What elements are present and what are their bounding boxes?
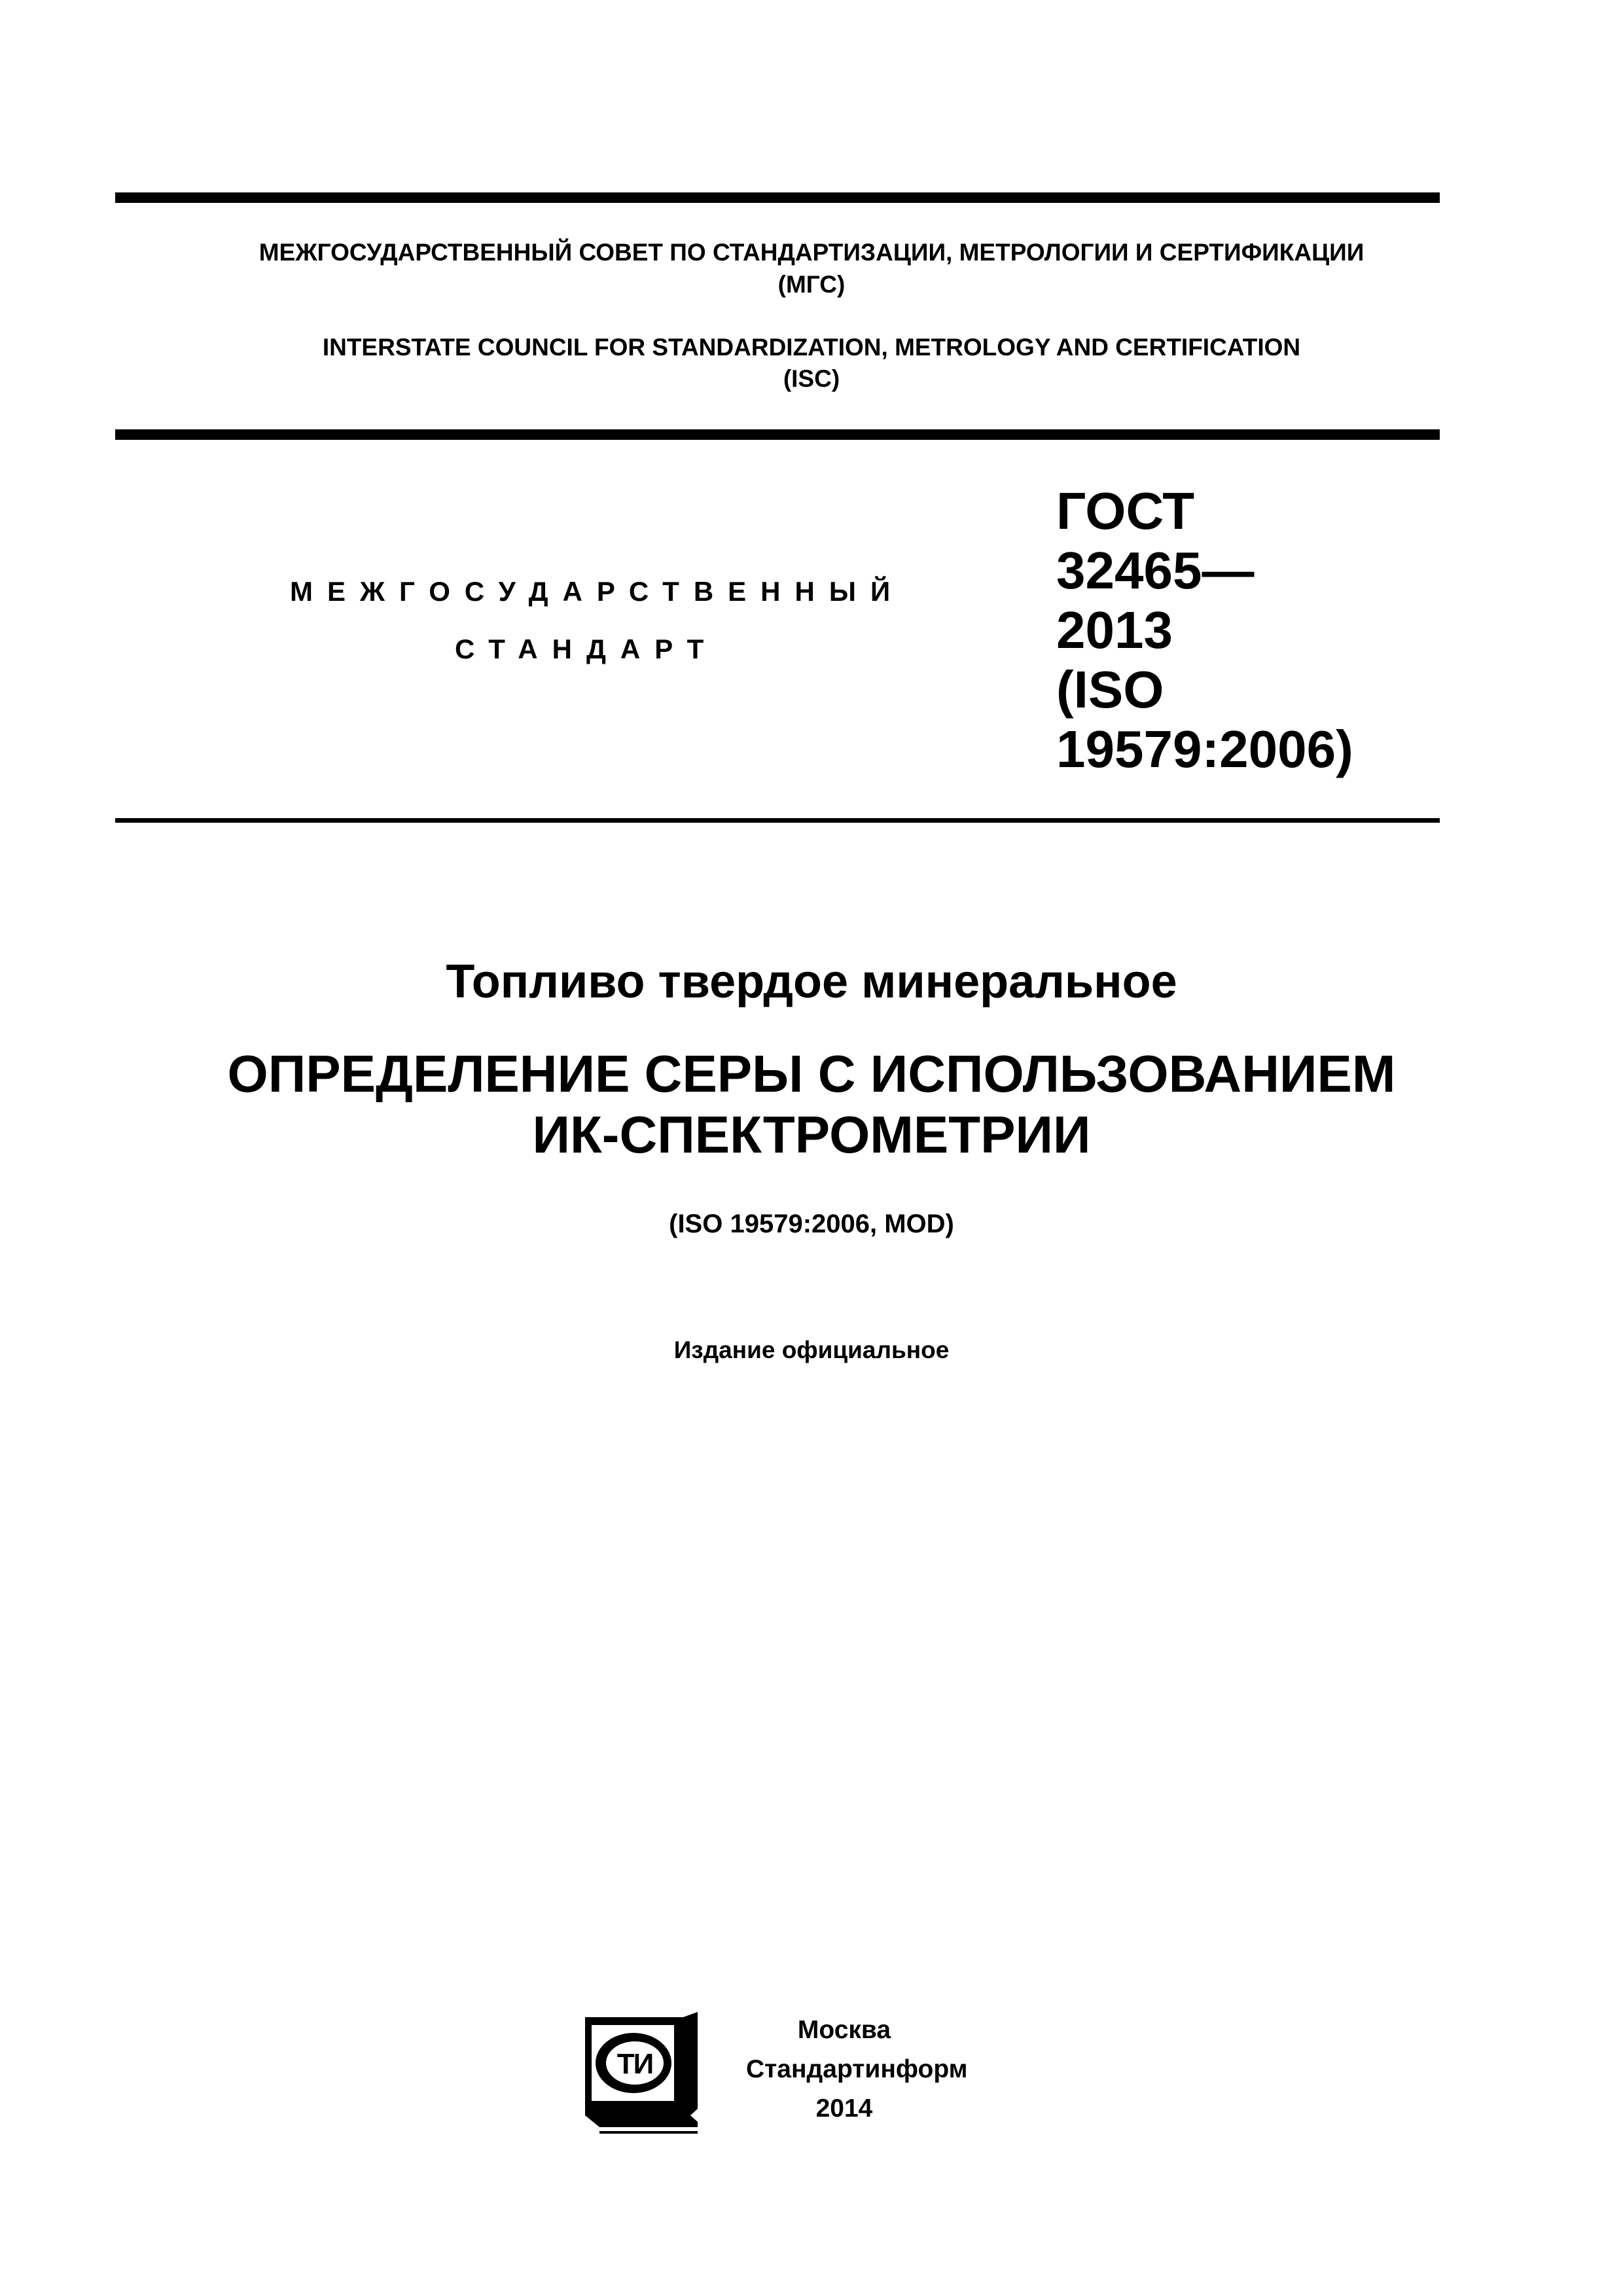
document-subtitle: Топливо твердое минеральное xyxy=(446,956,1177,1008)
document-title-line2: ИК-СПЕКТРОМЕТРИИ xyxy=(532,1105,1091,1164)
designation-line4: (ISO xyxy=(1056,660,1164,719)
designation-bottom-rule xyxy=(115,818,1440,823)
designation-line3: 2013 xyxy=(1056,601,1173,659)
standard-type-line2: СТАНДАРТ xyxy=(455,634,719,664)
standartinform-logo-icon xyxy=(582,2012,700,2136)
council-abbr-en: (ISC) xyxy=(783,365,840,392)
top-rule xyxy=(115,192,1440,203)
standard-type-line1: МЕЖГОСУДАРСТВЕННЫЙ xyxy=(290,576,905,607)
council-name-ru: МЕЖГОСУДАРСТВЕННЫЙ СОВЕТ ПО СТАНДАРТИЗАЦИИ, МЕТРОЛОГИИ И СЕРТИФИКАЦИИ xyxy=(259,239,1364,266)
publisher-name: Стандартинформ xyxy=(746,2055,968,2083)
publisher-city: Москва xyxy=(797,2016,891,2044)
designation-line5: 19579:2006) xyxy=(1056,720,1353,778)
publisher-block xyxy=(746,2011,968,2128)
document-title-line1: ОПРЕДЕЛЕНИЕ СЕРЫ С ИСПОЛЬЗОВАНИЕМ xyxy=(227,1045,1396,1103)
iso-reference: (ISO 19579:2006, MOD) xyxy=(669,1210,954,1238)
gost-designation xyxy=(1056,481,1397,779)
header-bottom-rule xyxy=(115,429,1440,440)
edition-note: Издание официальное xyxy=(673,1336,950,1363)
council-abbr-ru: (МГС) xyxy=(777,271,846,298)
council-name-en: INTERSTATE COUNCIL FOR STANDARDIZATION, METROLOGY AND CERTIFICATION xyxy=(322,334,1301,361)
svg-text:ТИ: ТИ xyxy=(616,2048,653,2080)
designation-line1: ГОСТ xyxy=(1056,482,1195,540)
designation-line2: 32465— xyxy=(1056,541,1255,600)
publication-year: 2014 xyxy=(815,2094,873,2123)
